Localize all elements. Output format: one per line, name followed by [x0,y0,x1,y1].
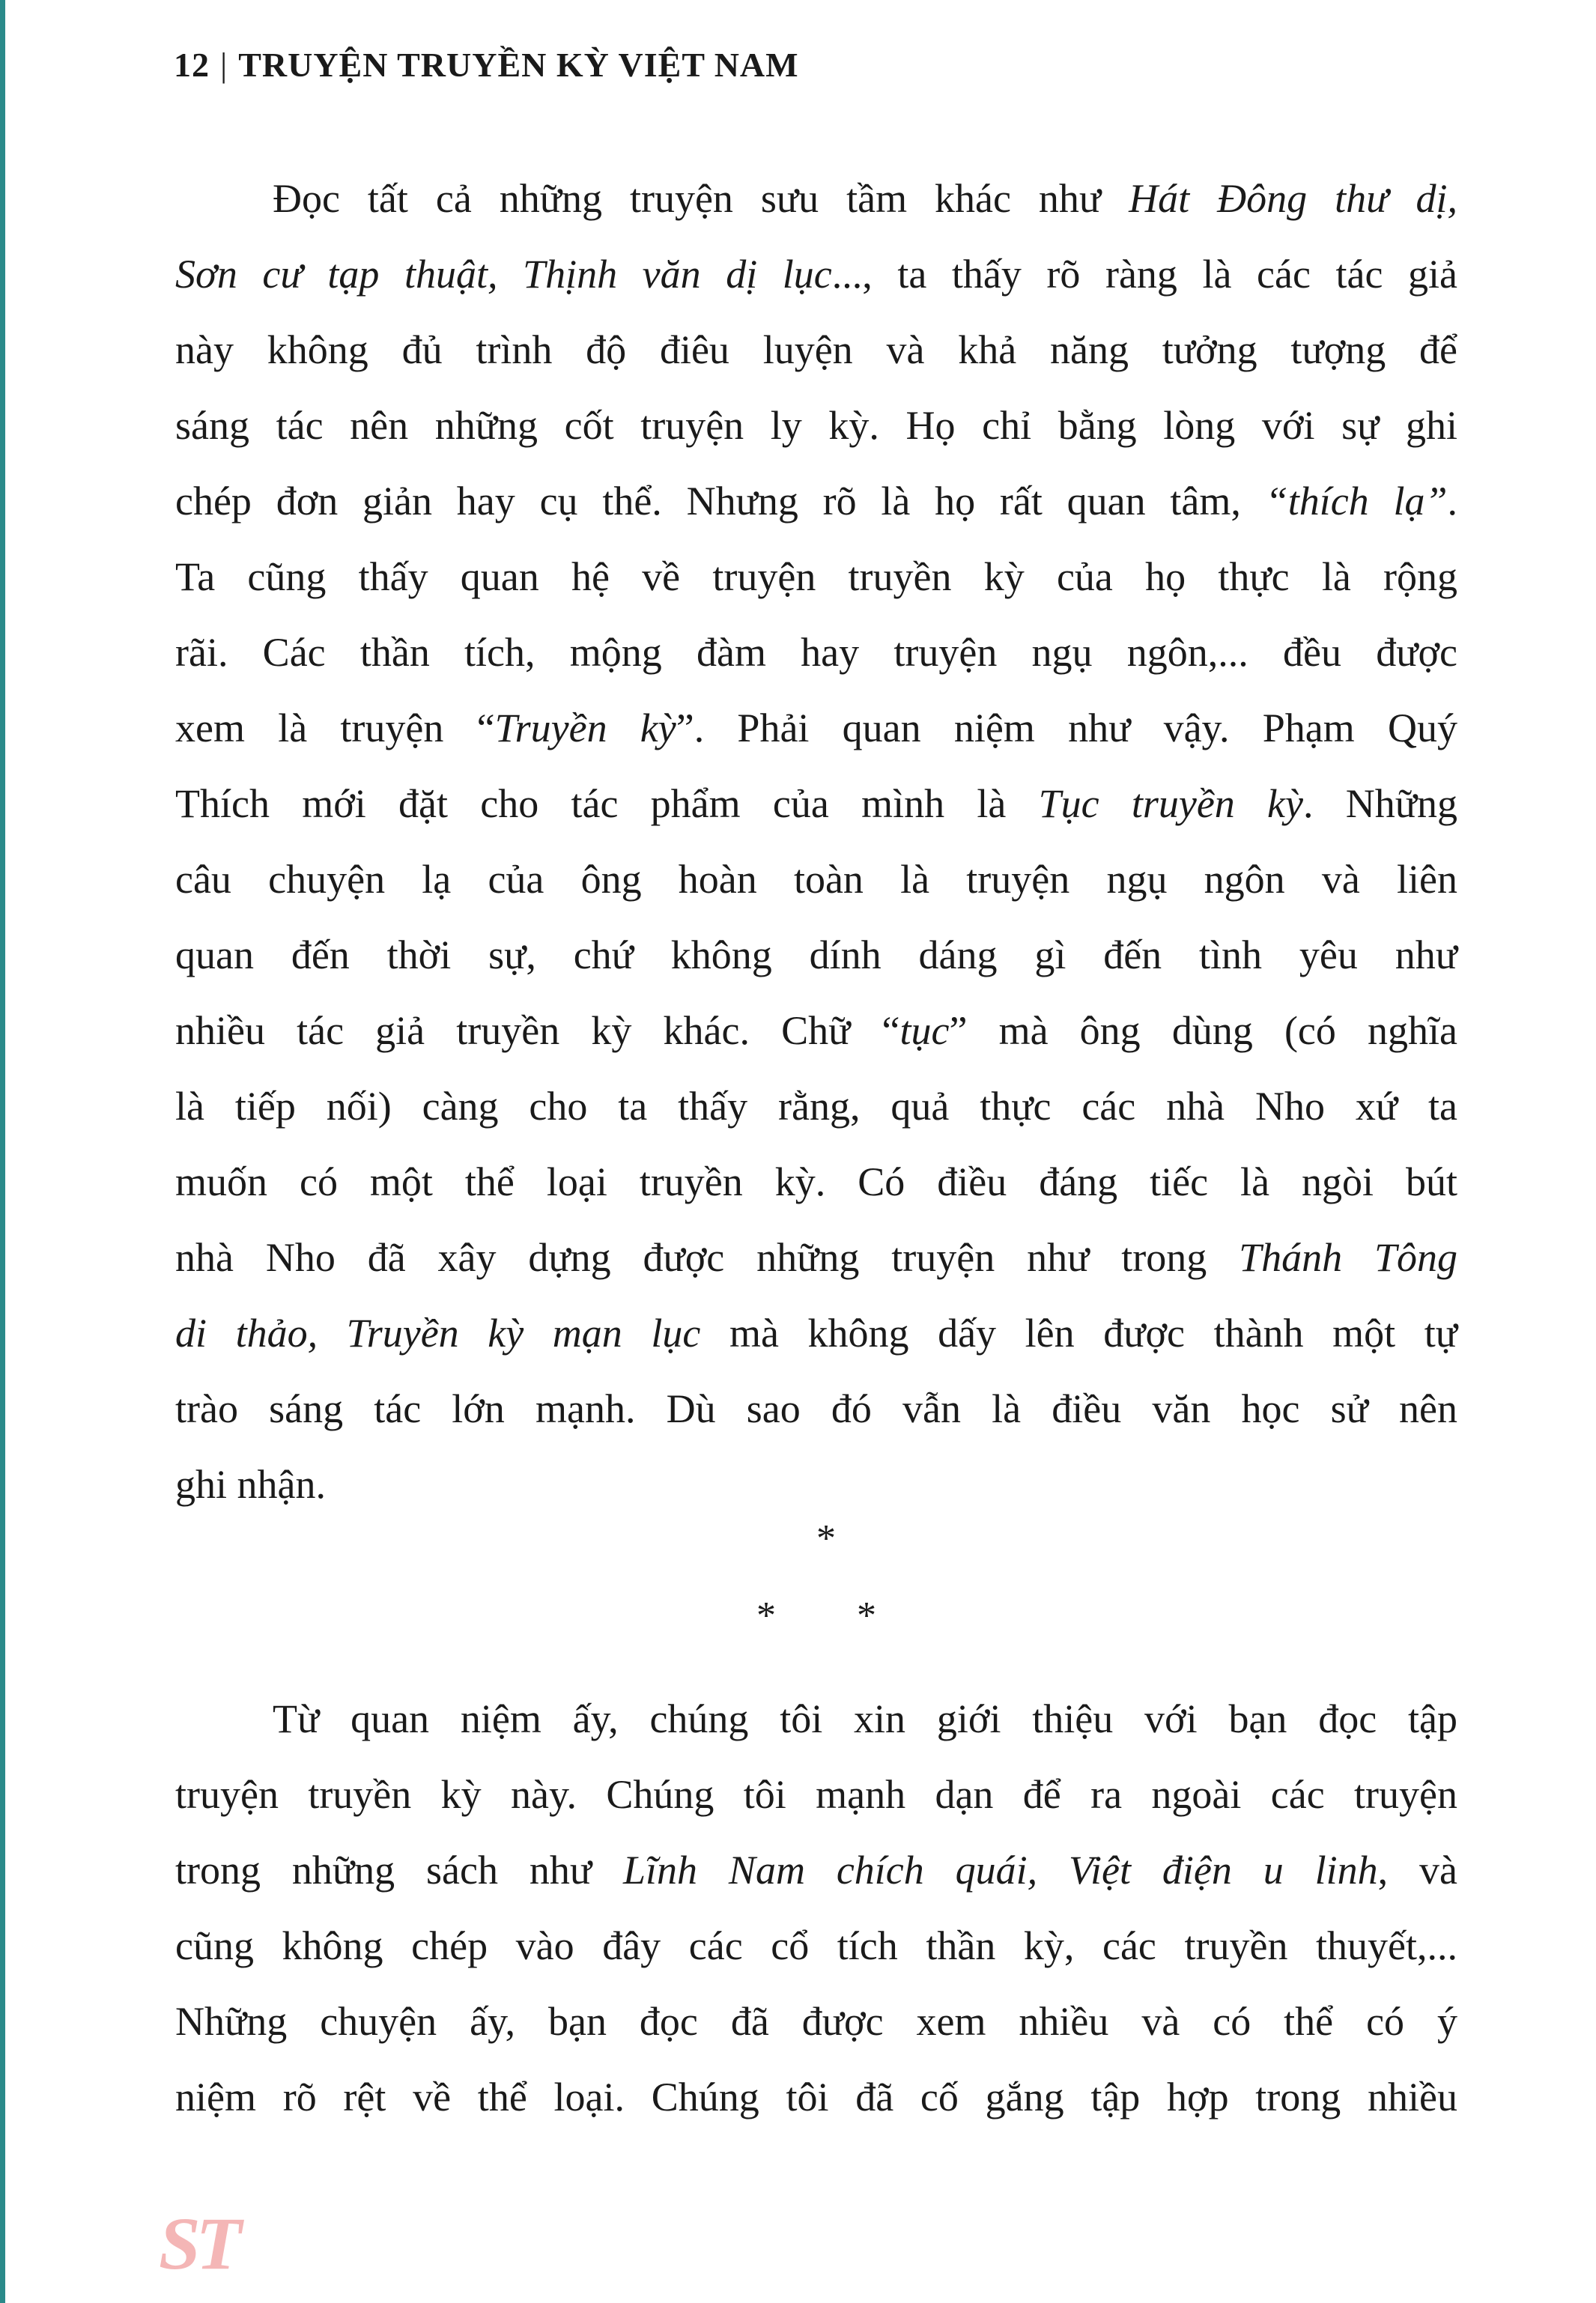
text-line: cũng không chép vào đây các cổ tích thần kỳ, các truyền thuyết,... [175,1923,1457,1968]
text-line: ghi nhận. [175,1462,326,1507]
text-line: trong những sách như Lĩnh Nam chích quái, Việt điện u linh, và [175,1848,1457,1893]
text-line: này không đủ trình độ điêu luyện và khả năng tưởng tượng để [175,327,1457,372]
text-line: sáng tác nên những cốt truyện ly kỳ. Họ chỉ bằng lòng với sự ghi [175,403,1457,448]
text-line: là tiếp nối) càng cho ta thấy rằng, quả thực các nhà Nho xứ ta [175,1084,1457,1129]
paragraph-1 [175,161,1457,1523]
text-line: nhiều tác giả truyền kỳ khác. Chữ “tục” mà ông dùng (có nghĩa [175,1008,1458,1053]
text-line: nhà Nho đã xây dựng được những truyện như trong Thánh Tông [175,1235,1457,1280]
book-title: TRUYỆN TRUYỀN KỲ VIỆT NAM [238,46,799,84]
page-number: 12 [174,46,210,84]
publisher-logo: ST [159,2202,237,2285]
text-line: niệm rõ rệt về thể loại. Chúng tôi đã cố gắng tập hợp trong nhiều [175,2075,1457,2120]
text-line: câu chuyện lạ của ông hoàn toàn là truyện ngụ ngôn và liên [175,857,1457,902]
page-edge-strip [0,0,5,2303]
asterism-bottom-row [756,1594,876,1638]
asterism-left-star: * [756,1594,776,1637]
text-line: Những chuyện ấy, bạn đọc đã được xem nhiều và có thể có ý [175,1999,1457,2044]
text-line: muốn có một thể loại truyền kỳ. Có điều đáng tiếc là ngòi bút [175,1159,1457,1204]
text-line: quan đến thời sự, chứ không dính dáng gì đến tình yêu như [175,932,1457,977]
text-line: trào sáng tác lớn mạnh. Dù sao đó vẫn là điều văn học sử nên [175,1386,1457,1431]
text-line: rãi. Các thần tích, mộng đàm hay truyện ngụ ngôn,... đều được [175,630,1457,675]
text-line: Đọc tất cả những truyện sưu tầm khác như Hát Đông thư dị, [273,176,1457,221]
text-line: xem là truyện “Truyền kỳ”. Phải quan niệm như vậy. Phạm Quý [175,706,1457,750]
text-line: Thích mới đặt cho tác phẩm của mình là Tục truyền kỳ. Những [175,781,1458,826]
header-separator: | [220,46,228,84]
text-line: Sơn cư tạp thuật, Thịnh văn dị lục..., ta thấy rõ ràng là các tác giả [175,252,1457,297]
text-line: truyện truyền kỳ này. Chúng tôi mạnh dạn để ra ngoài các truyện [175,1772,1457,1817]
running-header [174,45,799,85]
asterism-right-star: * [857,1594,876,1637]
text-line: Ta cũng thấy quan hệ về truyện truyền kỳ của họ thực là rộng [175,554,1457,599]
text-line: Từ quan niệm ấy, chúng tôi xin giới thiệu với bạn đọc tập [273,1696,1457,1741]
text-line: di thảo, Truyền kỳ mạn lục mà không dấy lên được thành một tự [175,1311,1457,1356]
text-line: chép đơn giản hay cụ thể. Nhưng rõ là họ rất quan tâm, “thích lạ”. [175,479,1457,524]
paragraph-2 [175,1681,1457,2135]
